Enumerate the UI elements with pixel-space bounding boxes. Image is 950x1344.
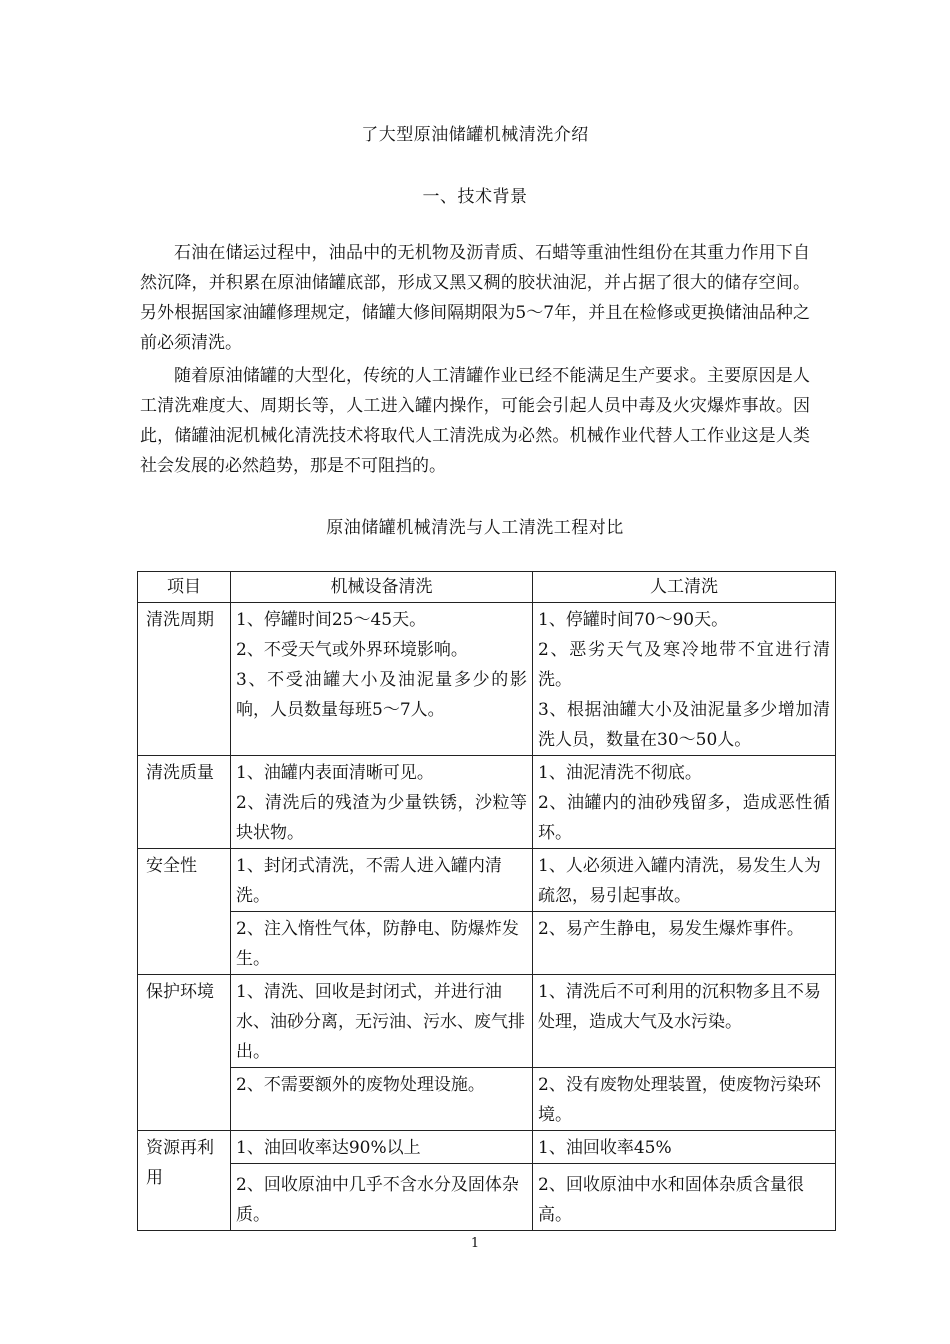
category-cell: 保护环境 — [138, 975, 231, 1131]
cell-line: 1、油泥清洗不彻底。 — [538, 763, 702, 783]
cell-line: 3、根据油罐大小及油泥量多少增加清洗人员，数量在30～50人。 — [538, 700, 830, 750]
mechanical-cell — [231, 756, 533, 849]
table-row — [138, 1131, 836, 1164]
cell-line: 1、油罐内表面清晰可见。 — [236, 763, 434, 783]
cell-line: 2、不受天气或外界环境影响。 — [236, 640, 468, 660]
table-row — [138, 603, 836, 756]
mechanical-cell: 2、回收原油中几乎不含水分及固体杂质。 — [231, 1164, 533, 1231]
mechanical-cell: 2、不需要额外的废物处理设施。 — [231, 1068, 533, 1131]
document-title: 了大型原油储罐机械清洗介绍 — [361, 125, 589, 145]
mechanical-cell: 1、油回收率达90%以上 — [231, 1131, 533, 1164]
cell-line: 2、恶劣天气及寒冷地带不宜进行清洗。 — [538, 640, 830, 690]
cell-line: 3、不受油罐大小及油泥量多少的影响，人员数量每班5～7人。 — [236, 670, 527, 720]
manual-cell — [533, 603, 836, 756]
mechanical-cell: 1、封闭式清洗，不需人进入罐内清洗。 — [231, 849, 533, 912]
manual-cell: 2、回收原油中水和固体杂质含量很高。 — [533, 1164, 836, 1231]
manual-cell — [533, 756, 836, 849]
table-header-row — [138, 572, 836, 603]
header-mechanical: 机械设备清洗 — [231, 572, 533, 603]
table-title: 原油储罐机械清洗与人工清洗工程对比 — [326, 518, 624, 538]
page-number: 1 — [470, 1236, 480, 1251]
cell-line: 1、停罐时间70～90天。 — [538, 610, 729, 630]
cell-line: 2、油罐内的油砂残留多，造成恶性循环。 — [538, 793, 830, 843]
body-paragraph: 随着原油储罐的大型化，传统的人工清罐作业已经不能满足生产要求。主要原因是人工清洗难度大、周期长等，人工进入罐内操作，可能会引起人员中毒及火灾爆炸事故。因此，储罐油泥机械化清洗技术将取代人工清洗成为必然。机械作业代替人工作业这是人类社会发展的必然趋势，那是不可阻挡的。 — [140, 366, 810, 476]
table-row — [138, 912, 836, 975]
cell-line: 2、清洗后的残渣为少量铁锈，沙粒等块状物。 — [236, 793, 527, 843]
category-cell: 资源再利用 — [138, 1131, 231, 1231]
table-row — [138, 975, 836, 1068]
mechanical-cell — [231, 603, 533, 756]
manual-cell: 1、人必须进入罐内清洗，易发生人为疏忽，易引起事故。 — [533, 849, 836, 912]
header-manual: 人工清洗 — [533, 572, 836, 603]
body-paragraph: 石油在储运过程中，油品中的无机物及沥青质、石蜡等重油性组份在其重力作用下自然沉降，并积累在原油储罐底部，形成又黑又稠的胶状油泥，并占据了很大的储存空间。另外根据国家油罐修理规定，储罐大修间隔期限为5～7年，并且在检修或更换储油品种之前必须清洗。 — [140, 243, 810, 353]
comparison-table — [137, 571, 836, 1231]
table-row — [138, 849, 836, 912]
mechanical-cell: 1、清洗、回收是封闭式，并进行油水、油砂分离，无污油、污水、废气排出。 — [231, 975, 533, 1068]
manual-cell: 2、易产生静电，易发生爆炸事件。 — [533, 912, 836, 975]
table-row — [138, 1068, 836, 1131]
category-cell: 清洗质量 — [138, 756, 231, 849]
section-heading: 一、技术背景 — [422, 187, 528, 207]
manual-cell: 1、油回收率45% — [533, 1131, 836, 1164]
manual-cell: 2、没有废物处理装置，使废物污染环境。 — [533, 1068, 836, 1131]
table-row — [138, 1164, 836, 1231]
table-row — [138, 756, 836, 849]
mechanical-cell: 2、注入惰性气体，防静电、防爆炸发生。 — [231, 912, 533, 975]
category-cell: 安全性 — [138, 849, 231, 975]
category-cell: 清洗周期 — [138, 603, 231, 756]
manual-cell: 1、清洗后不可利用的沉积物多且不易处理，造成大气及水污染。 — [533, 975, 836, 1068]
cell-line: 1、停罐时间25～45天。 — [236, 610, 427, 630]
header-item: 项目 — [138, 572, 231, 603]
